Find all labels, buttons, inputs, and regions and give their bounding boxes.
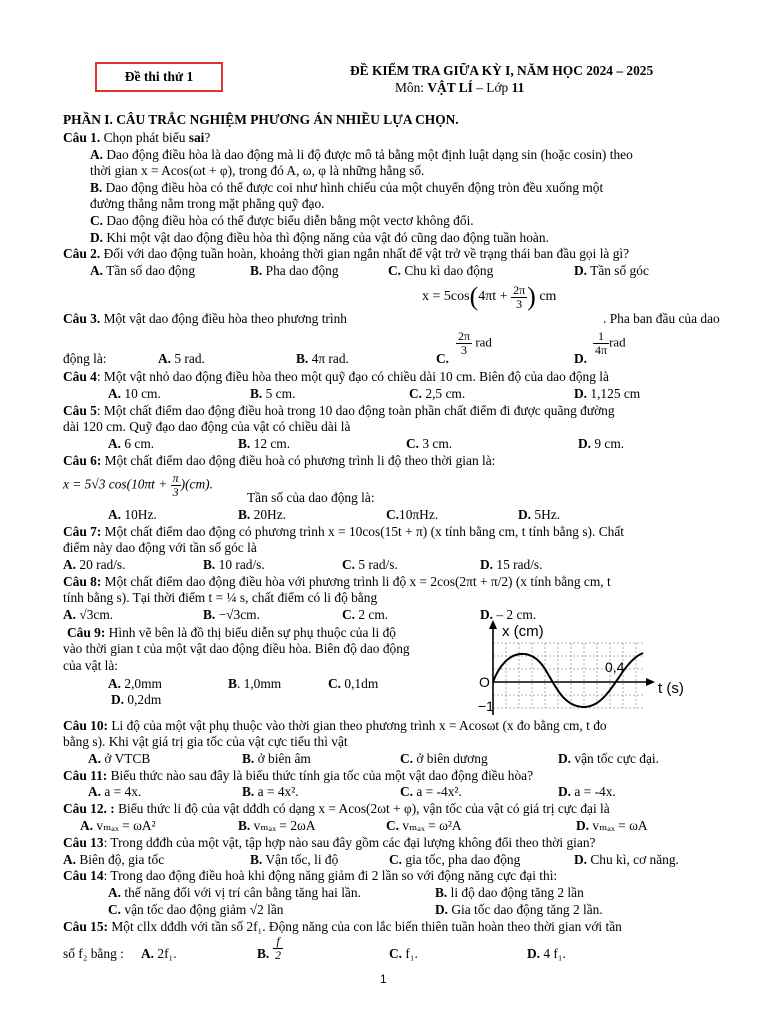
q9-line2: vào thời gian t của một vật dao động điều hòa. Biên độ dao động <box>63 641 410 656</box>
question-5: Câu 5: Một chất điểm dao động điều hoà trong 10 dao động toàn phần chất điểm đi được quãng đường <box>63 403 615 418</box>
q14-option-d: D. Gia tốc dao động tăng 2 lần. <box>435 902 603 917</box>
q12-option-d: D. vₘₐₓ = ωA <box>576 818 648 833</box>
q4-option-a: A. 10 cm. <box>108 386 161 401</box>
q11-option-c: C. a = -4x². <box>400 784 462 799</box>
x-axis-label: t (s) <box>658 680 684 697</box>
q6-option-a: A. 10Hz. <box>108 507 157 522</box>
q12-option-c: C. vₘₐₓ = ω²A <box>386 818 462 833</box>
question-8: Câu 8: Một chất điểm dao động điều hòa với phương trình li độ x = 2cos(2πt + π/2) (x tính bằng cm, t <box>63 574 611 589</box>
q14-option-a: A. thế năng đối với vị trí cân bằng tăng hai lần. <box>108 885 361 900</box>
question-11: Câu 11: Biểu thức nào sau đây là biểu thức tính gia tốc của một vật dao động điều hòa? <box>63 768 534 783</box>
q15-option-c: C. f₁. <box>389 946 418 961</box>
q10-line2: bằng s). Khi vật giá trị gia tốc của vật cực tiểu thì vật <box>63 734 348 749</box>
q5-option-c: C. 3 cm. <box>406 436 453 451</box>
question-2: Câu 2. Đối với dao động tuần hoàn, khoảng thời gian ngắn nhất để vật trở về trạng thái ban đầu gọi là gì? <box>63 246 630 261</box>
q3-option-d: D. <box>574 351 588 366</box>
page-number: 1 <box>380 972 387 986</box>
q7-line2: điểm này dao động với tần số góc là <box>63 540 257 555</box>
q15-option-b: B. <box>257 946 270 961</box>
q8-line2: tính bằng s). Tại thời điểm t = ¼ s, chất điểm có li độ bằng <box>63 590 378 605</box>
q13-option-b: B. Vận tốc, li độ <box>250 852 339 867</box>
q8-option-b: B. −√3cm. <box>203 607 260 622</box>
q15-line2: số f₂ bằng : <box>63 946 124 961</box>
q5-line2: dài 120 cm. Quỹ đạo dao động của vật có chiều dài là <box>63 419 351 434</box>
displacement-time-graph <box>478 617 703 715</box>
q3-option-d-frac: $\frac{1}{4\pi}$ rad <box>595 329 626 357</box>
q15-option-b-frac: $\frac{f}{2}$ <box>275 934 281 962</box>
q9-option-a: A. 2,0mm <box>108 676 162 691</box>
q2-option-d: D. Tần số góc <box>574 263 649 278</box>
question-13: Câu 13: Trong dđđh của một vật, tập hợp nào sau đây gồm các đại lượng không đổi theo thời gian? <box>63 835 596 850</box>
minus-one-label: −1 <box>478 698 494 714</box>
q13-option-d: D. Chu kì, cơ năng. <box>574 852 679 867</box>
q5-option-b: B. 12 cm. <box>238 436 291 451</box>
question-15: Câu 15: Một cllx dđdh với tần số 2f₁. Động năng của con lắc biến thiên tuần hoàn theo thời gian với tần <box>63 919 622 934</box>
q14-option-b: B. li độ dao động tăng 2 lần <box>435 885 584 900</box>
q8-option-a: A. √3cm. <box>63 607 114 622</box>
q3-tail: . Pha ban đầu của dao <box>603 311 720 326</box>
q3-line2: động là: <box>63 351 107 366</box>
q13-option-a: A. Biên độ, gia tốc <box>63 852 165 867</box>
q5-option-d: D. 9 cm. <box>578 436 625 451</box>
origin-label: O <box>479 674 490 690</box>
q6-option-b: B. 20Hz. <box>238 507 286 522</box>
question-14: Câu 14: Trong dao động điều hoà khi động năng giảm đi 2 lần so với động năng cực đại thì: <box>63 868 558 883</box>
q3-option-c-frac: $\frac{2\pi}{3}$ rad <box>458 329 492 357</box>
q1-option-c: C. Dao động điều hòa có thể được biểu diễn bằng một vectơ không đổi. <box>90 213 474 228</box>
q1-option-a-cont: thời gian x = Acos(ωt + φ), trong đó A, ω, φ là những hằng số. <box>90 163 425 178</box>
q7-option-b: B. 10 rad/s. <box>203 557 265 572</box>
q6-tail: Tần số của dao động là: <box>247 490 375 505</box>
q11-option-d: D. a = -4x. <box>558 784 616 799</box>
q10-option-d: D. vận tốc cực đại. <box>558 751 659 766</box>
q13-option-c: C. gia tốc, pha dao động <box>389 852 521 867</box>
q3-option-a: A. 5 rad. <box>158 351 205 366</box>
q10-option-c: C. ở biên dương <box>400 751 488 766</box>
q3-option-b: B. 4π rad. <box>296 351 349 366</box>
exam-badge: Đề thi thử 1 <box>95 62 223 92</box>
q7-option-a: A. 20 rad/s. <box>63 557 126 572</box>
q2-option-c: C. Chu kì dao động <box>388 263 494 278</box>
q10-option-b: B. ở biên âm <box>242 751 311 766</box>
q3-option-c: C. <box>436 351 450 366</box>
q9-option-c: C. 0,1dm <box>328 676 379 691</box>
q4-option-c: C. 2,5 cm. <box>409 386 466 401</box>
q6-option-d: D. 5Hz. <box>518 507 561 522</box>
q5-option-a: A. 6 cm. <box>108 436 155 451</box>
q6-option-c: C.10πHz. <box>386 507 439 522</box>
q15-option-d: D. 4 f₁. <box>527 946 566 961</box>
q1-option-d: D. Khi một vật dao động điều hòa thì động năng của vật đó cũng dao động tuần hoàn. <box>90 230 549 245</box>
q2-option-a: A. Tần số dao động <box>90 263 196 278</box>
question-3: Câu 3. Một vật dao động điều hòa theo phương trình <box>63 311 347 326</box>
q1-option-a: A. Dao động điều hòa là dao động mà li độ được mô tả bằng một định luật dạng sin (hoặc cosin) theo <box>90 147 633 162</box>
q10-option-a: A. ở VTCB <box>88 751 151 766</box>
q1-option-b: B. Dao động điều hòa có thể được coi như hình chiếu của một chuyển động tròn đều xuống một <box>90 180 604 195</box>
q4-option-b: B. 5 cm. <box>250 386 296 401</box>
q8-option-c: C. 2 cm. <box>342 607 389 622</box>
q2-option-b: B. Pha dao động <box>250 263 339 278</box>
q9-option-d: D. 0,2dm <box>111 692 162 707</box>
part-title: PHẦN I. CÂU TRẮC NGHIỆM PHƯƠNG ÁN NHIỀU LỰA CHỌN. <box>63 112 459 127</box>
q9-option-b: B. 1,0mm <box>228 676 282 691</box>
question-12: Câu 12. : Biểu thức li độ của vật dđdh có dạng x = Acos(2ωt + φ), vận tốc của vật có giá trị cực đại là <box>63 801 610 816</box>
q8-option-d: D. – 2 cm. <box>480 607 537 622</box>
q11-option-a: A. a = 4x. <box>88 784 142 799</box>
q9-line3: của vật là: <box>63 658 119 673</box>
q12-option-a: A. vₘₐₓ = ωA² <box>80 818 156 833</box>
q14-option-c: C. vận tốc dao động giảm √2 lần <box>108 902 284 917</box>
q12-option-b: B. vₘₐₓ = 2ωA <box>238 818 316 833</box>
q11-option-b: B. a = 4x². <box>242 784 299 799</box>
question-1: Câu 1. Chọn phát biểu sai? <box>63 130 211 145</box>
exam-title: ĐỀ KIỂM TRA GIỮA KỲ I, NĂM HỌC 2024 – 2025 <box>350 63 654 78</box>
q7-option-c: C. 5 rad/s. <box>342 557 398 572</box>
question-4: Câu 4: Một vật nhỏ dao động điều hòa theo một quỹ đạo có chiều dài 10 cm. Biên độ của dao động là <box>63 369 609 384</box>
q7-option-d: D. 15 rad/s. <box>480 557 543 572</box>
q6-equation: x = 5√3 cos(10πt + $\frac{\pi}{3}$ )(cm). <box>63 471 213 499</box>
q3-equation: x = 5cos(4πt + $\frac{2\pi}{3}$ ) cm <box>422 282 557 311</box>
question-9: Câu 9: Hình vẽ bên là đồ thị biểu diễn sự phụ thuộc của li độ <box>67 625 396 640</box>
tick-label: 0,4 <box>605 659 625 675</box>
question-7: Câu 7: Một chất điểm dao động có phương trình x = 10cos(15t + π) (x tính bằng cm, t tính bằng s). Chất <box>63 524 624 539</box>
question-6: Câu 6: Một chất điểm dao động điều hoà có phương trình li độ theo thời gian là: <box>63 453 496 468</box>
y-axis-label: x (cm) <box>502 623 544 640</box>
subject-line: Môn: VẬT LÍ – Lớp 11 <box>395 80 525 95</box>
question-10: Câu 10: Li độ của một vật phụ thuộc vào thời gian theo phương trình x = Acosωt (x đo bằng cm, t đo <box>63 718 607 733</box>
q4-option-d: D. 1,125 cm <box>574 386 641 401</box>
q1-option-b-cont: đường thẳng nằm trong mặt phẳng quỹ đạo. <box>90 196 325 211</box>
q15-option-a: A. 2f₁. <box>141 946 177 961</box>
